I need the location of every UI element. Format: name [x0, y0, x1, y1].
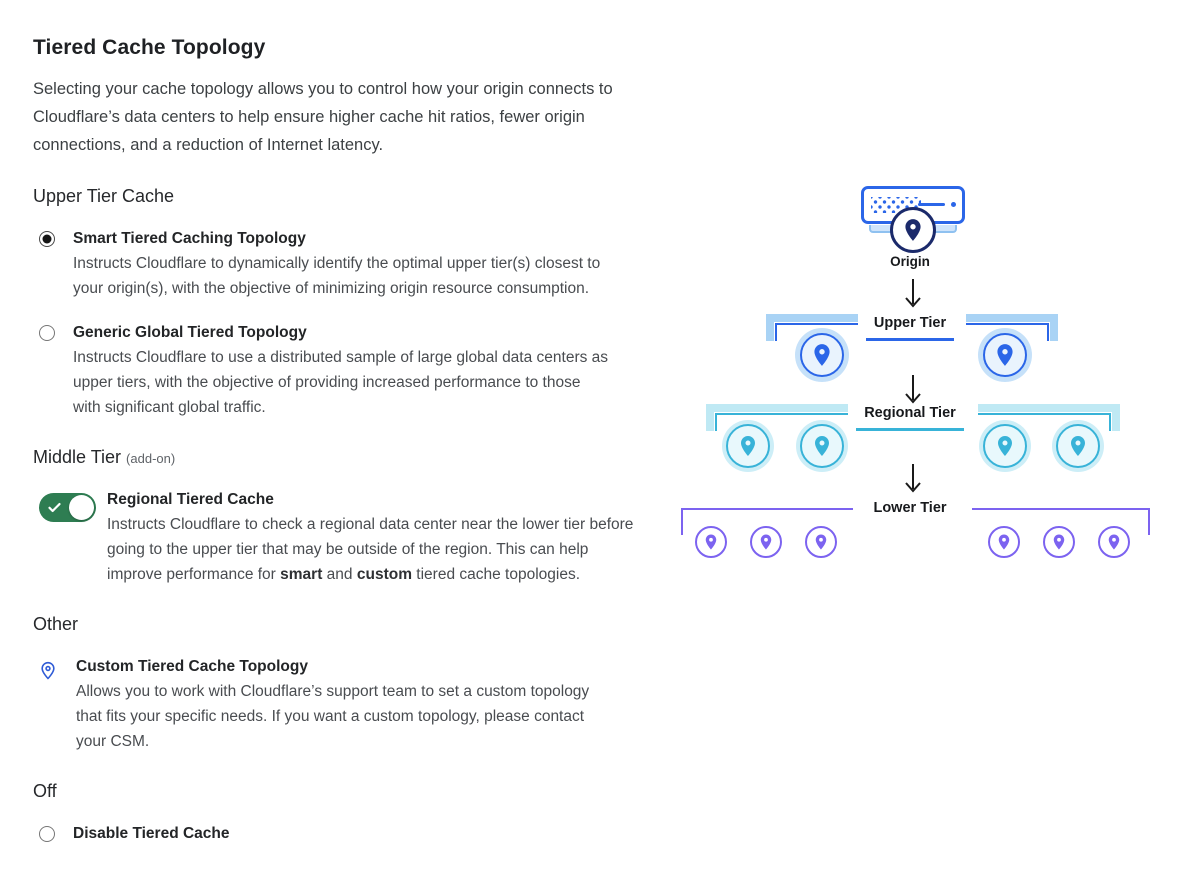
down-arrow-icon — [902, 278, 924, 308]
option-body — [107, 489, 645, 587]
topology-diagram — [660, 180, 1160, 580]
settings-column — [33, 36, 653, 845]
option-title: Generic Global Tiered Topology — [73, 324, 307, 341]
map-pin-icon — [757, 533, 775, 551]
map-pin-icon — [1105, 533, 1123, 551]
regional-tier-datacenter-pin — [983, 424, 1027, 468]
option-smart-tiered[interactable] — [39, 228, 653, 301]
check-icon — [47, 500, 62, 515]
option-description: Allows you to work with Cloudflare’s support team to set a custom topology that fits your specific needs. If you want a custom topology, please contact your CSM. — [76, 683, 590, 750]
option-description: Instructs Cloudflare to use a distributed sample of large global data centers as upper tiers, with the objective of providing increased performance to those with significant global traffic. — [73, 349, 609, 416]
option-body — [73, 322, 611, 420]
lower-tier-datacenter-pin — [988, 526, 1020, 558]
regional-tier-datacenter-pin — [1056, 424, 1100, 468]
map-pin-icon — [810, 434, 834, 458]
lower-tier-datacenter-pin — [805, 526, 837, 558]
section-heading-off: Off — [33, 781, 57, 801]
bold-smart: smart — [280, 566, 323, 583]
origin-label: Origin — [890, 254, 930, 269]
page-title: Tiered Cache Topology — [33, 36, 266, 59]
section-heading-middle-tier — [33, 447, 653, 468]
lower-tier-datacenter-pin — [1043, 526, 1075, 558]
upper-tier-datacenter-pin — [800, 333, 844, 377]
option-generic-global[interactable] — [39, 322, 653, 420]
lower-tier-datacenter-pin — [695, 526, 727, 558]
regional-tier-datacenter-pin — [800, 424, 844, 468]
bold-custom: custom — [356, 566, 412, 583]
upper-tier-label: Upper Tier — [660, 314, 1160, 341]
option-description: Instructs Cloudflare to check a regional data center near the lower tier before going to the upper tier that may be outside of the region. This can help improve performance for smart and custom tiered cache topologies. — [107, 516, 634, 583]
option-title: Disable Tiered Cache — [73, 825, 230, 842]
map-pin-icon — [995, 533, 1013, 551]
map-pin-icon — [809, 342, 835, 368]
map-pin-icon — [812, 533, 830, 551]
map-pin-icon — [1050, 533, 1068, 551]
option-title: Regional Tiered Cache — [107, 491, 274, 508]
down-arrow-icon — [902, 374, 924, 404]
page-description: Selecting your cache topology allows you to control how your origin connects to Cloudflare’s data centers to help ensure higher cache hit ratios, fewer origin connections, and a reduction of Internet latency. — [33, 80, 613, 154]
map-pin-icon — [992, 342, 1018, 368]
option-description: Instructs Cloudflare to dynamically identify the optimal upper tier(s) closest to your origin(s), with the objective of minimizing origin resource consumption. — [73, 255, 601, 297]
option-disable-tiered-cache[interactable] — [39, 823, 653, 845]
map-pin-icon — [1066, 434, 1090, 458]
radio-smart-tiered[interactable] — [39, 231, 55, 247]
option-title: Smart Tiered Caching Topology — [73, 230, 306, 247]
lower-tier-datacenter-pin — [1098, 526, 1130, 558]
radio-generic-global[interactable] — [39, 325, 55, 341]
section-heading-upper-tier: Upper Tier Cache — [33, 186, 175, 206]
regional-tiered-cache-toggle[interactable] — [39, 493, 96, 522]
server-slot — [918, 203, 945, 206]
section-heading-other: Other — [33, 614, 79, 634]
toggle-knob[interactable] — [69, 495, 94, 520]
option-title: Custom Tiered Cache Topology — [76, 658, 308, 675]
regional-tier-label: Regional Tier — [660, 404, 1160, 431]
map-pin-icon — [702, 533, 720, 551]
lower-tier-label: Lower Tier — [873, 500, 947, 516]
radio-disable-tiered-cache[interactable] — [39, 826, 55, 842]
down-arrow-icon — [902, 463, 924, 493]
option-regional-tiered-cache — [39, 489, 653, 587]
option-body — [76, 656, 614, 754]
origin-pin-badge — [890, 207, 936, 253]
map-pin-icon — [993, 434, 1017, 458]
middle-tier-addon-note: (add-on) — [126, 451, 176, 466]
regional-tier-datacenter-pin — [726, 424, 770, 468]
lower-tier-datacenter-pin — [750, 526, 782, 558]
map-pin-icon — [900, 217, 926, 243]
option-custom-tiered[interactable] — [39, 656, 653, 754]
option-body — [73, 823, 230, 845]
upper-tier-datacenter-pin — [983, 333, 1027, 377]
map-pin-outline-icon — [38, 660, 58, 682]
middle-tier-heading-text: Middle Tier — [33, 447, 122, 467]
server-led — [951, 202, 956, 207]
map-pin-icon — [736, 434, 760, 458]
option-body — [73, 228, 611, 301]
